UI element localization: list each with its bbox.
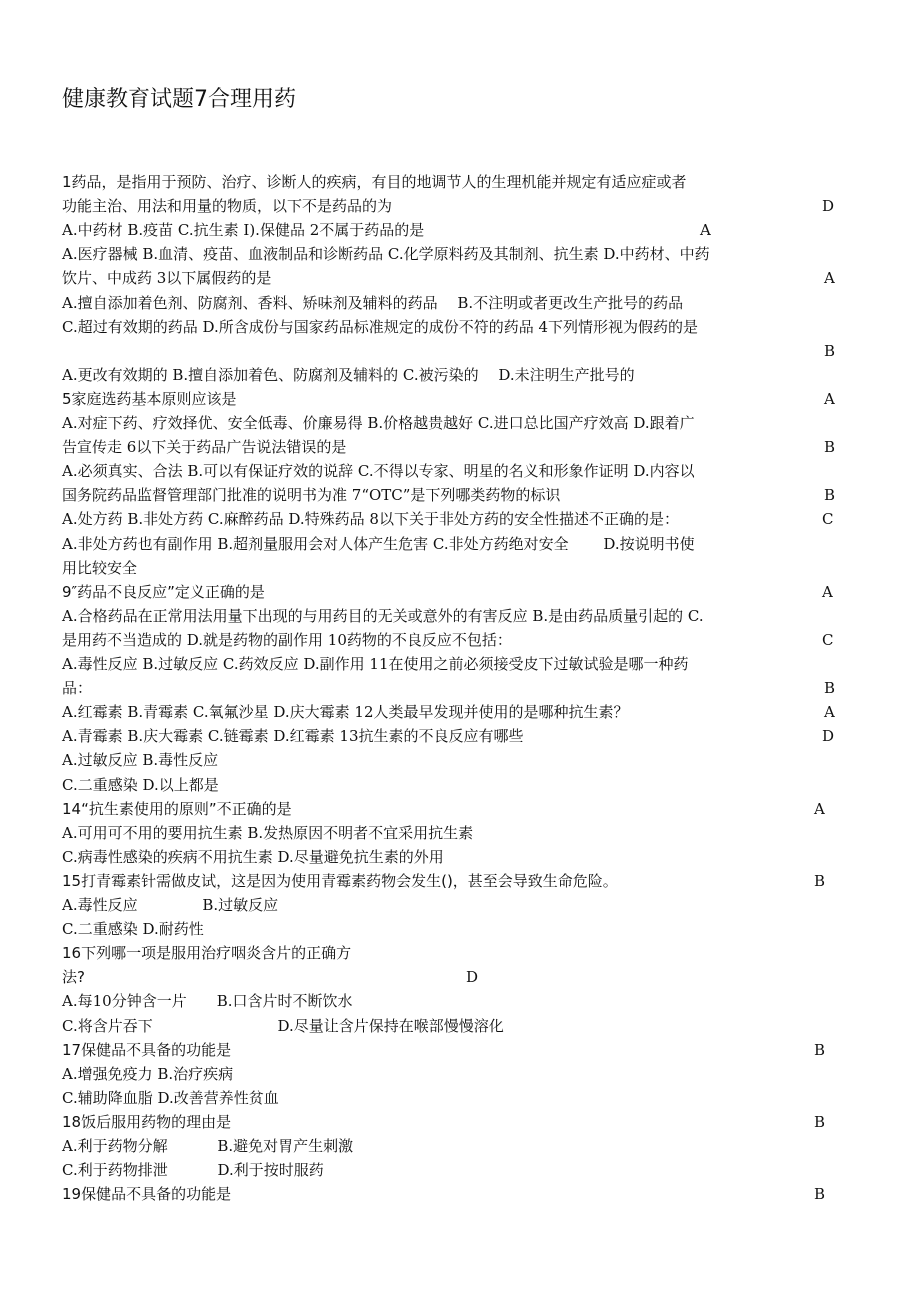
answer-letter: D (822, 727, 835, 746)
text-line: 9″药品不良反应”定义正确的是 (62, 582, 265, 601)
text-line: 18饭后服用药物的理由是 (62, 1112, 232, 1131)
text-line: 用比较安全 (62, 558, 138, 577)
text-line: A.青霉素 B.庆大霉素 C.链霉素 D.红霉素 13抗生素的不良反应有哪些 (62, 727, 524, 746)
text-line: A.毒性反应 B.过敏反应 C.药效反应 D.副作用 11在使用之前必须接受皮下过敏试验是哪一种药 (62, 655, 689, 673)
text-line: 15打青霉素针需做皮试，这是因为使用青霉素药物会发生()，甚至会导致生命危险。 (62, 871, 618, 890)
text-line: C.利于药物排泄 D.利于按时服药 (62, 1161, 324, 1180)
text-line: A.处方药 B.非处方药 C.麻醉药品 D.特殊药品 8以下关于非处方药的安全性描述不正确的是： (62, 510, 679, 529)
answer-letter: A (824, 389, 835, 408)
answer-letter: D (822, 197, 835, 216)
document-title: 健康教育试题7合理用药 (62, 87, 296, 112)
answer-letter: B (814, 1185, 826, 1204)
text-line: A.对症下药、疗效择优、安全低毒、价廉易得 B.价格越贵越好 C.进口总比国产疗效高 D.跟着广 (62, 414, 695, 432)
text-line: 功能主治、用法和用量的物质，以下不是药品的为 (62, 197, 393, 216)
text-line: C.辅助降血脂 D.改善营养性贫血 (62, 1088, 279, 1107)
text-line: 14“抗生素使用的原则”不正确的是 (62, 799, 292, 818)
answer-letter: B (824, 341, 836, 360)
text-line: A.非处方药也有副作用 B.超剂量服用会对人体产生危害 C.非处方药绝对安全 D.按说明书使 (62, 534, 695, 553)
text-line: C.超过有效期的药品 D.所含成份与国家药品标准规定的成份不符的药品 4下列情形视为假药的是 (62, 317, 699, 336)
text-line: A.医疗器械 B.血清、疫苗、血液制品和诊断药品 C.化学原料药及其制剂、抗生素 D.中药材、中药 (62, 245, 710, 264)
text-line: A.增强免疫力 B.治疗疾病 (62, 1064, 234, 1083)
text-line: C.二重感染 D.以上都是 (62, 775, 219, 794)
answer-letter: C (822, 510, 834, 529)
answer-letter: A (822, 582, 833, 601)
text-line: A.红霉素 B.青霉素 C.氧氟沙星 D.庆大霉素 12人类最早发现并使用的是哪种抗生素？ (62, 703, 629, 722)
answer-letter: A (700, 221, 711, 240)
answer-letter: A (824, 269, 835, 288)
text-line: A.合格药品在正常用法用量下出现的与用药目的无关或意外的有害反应 B.是由药品质量引起的 C. (62, 606, 704, 625)
text-line: A.中药材 B.疫苗 C.抗生素 I).保健品 2不属于药品的是 (62, 221, 425, 240)
text-line: A.更改有效期的 B.擅自添加着色、防腐剂及辅料的 C.被污染的 D.未注明生产批号的 (62, 365, 635, 384)
answer-letter: B (824, 438, 836, 457)
answer-letter: D (466, 968, 479, 987)
text-line: 饮片、中成药 3以下属假药的是 (62, 269, 272, 288)
text-line: A.每10分钟含一片 B.口含片时不断饮水 (62, 992, 353, 1011)
answer-letter: B (814, 1112, 826, 1131)
text-line: 国务院药品监督管理部门批准的说明书为准 7“OTC”是下列哪类药物的标识 (62, 486, 561, 505)
text-line: 是用药不当造成的 D.就是药物的副作用 10药物的不良反应不包括： (62, 630, 512, 649)
text-line: 17保健品不具备的功能是 (62, 1040, 232, 1059)
answer-letter: B (814, 871, 826, 890)
answer-letter: C (822, 630, 834, 649)
answer-letter: B (824, 486, 836, 505)
text-line: A.毒性反应 B.过敏反应 (62, 896, 279, 914)
text-line: 品： (62, 679, 93, 698)
text-line: C.二重感染 D.耐药性 (62, 920, 204, 939)
text-line: A.过敏反应 B.毒性反应 (62, 751, 219, 770)
answer-letter: A (824, 703, 835, 722)
text-line: 法? (62, 968, 85, 987)
text-line: A.擅自添加着色剂、防腐剂、香料、矫味剂及辅料的药品 B.不注明或者更改生产批号的药品 (62, 293, 684, 312)
answer-letter: A (814, 799, 825, 818)
text-line: C.病毒性感染的疾病不用抗生素 D.尽量避免抗生素的外用 (62, 847, 444, 866)
text-line: C.将含片吞下 D.尽量让含片保持在喉部慢慢溶化 (62, 1016, 504, 1035)
text-line: A.利于药物分解 B.避免对胃产生刺激 (62, 1137, 354, 1155)
answer-letter: B (814, 1040, 826, 1059)
text-line: 告宣传走 6以下关于药品广告说法错误的是 (62, 438, 347, 457)
text-line: 1药品，是指用于预防、治疗、诊断人的疾病，有目的地调节人的生理机能并规定有适应症或者 (62, 173, 687, 191)
text-line: 5家庭选药基本原则应该是 (62, 389, 237, 408)
answer-letter: B (824, 679, 836, 698)
text-line: 16下列哪一项是服用治疗咽炎含片的正确方 (62, 944, 352, 963)
text-line: 19保健品不具备的功能是 (62, 1185, 232, 1204)
text-line: A.必须真实、合法 B.可以有保证疗效的说辞 C.不得以专家、明星的名义和形象作证明 D.内容以 (62, 462, 695, 481)
text-line: A.可用可不用的要用抗生素 B.发热原因不明者不宜采用抗生素 (62, 823, 474, 842)
